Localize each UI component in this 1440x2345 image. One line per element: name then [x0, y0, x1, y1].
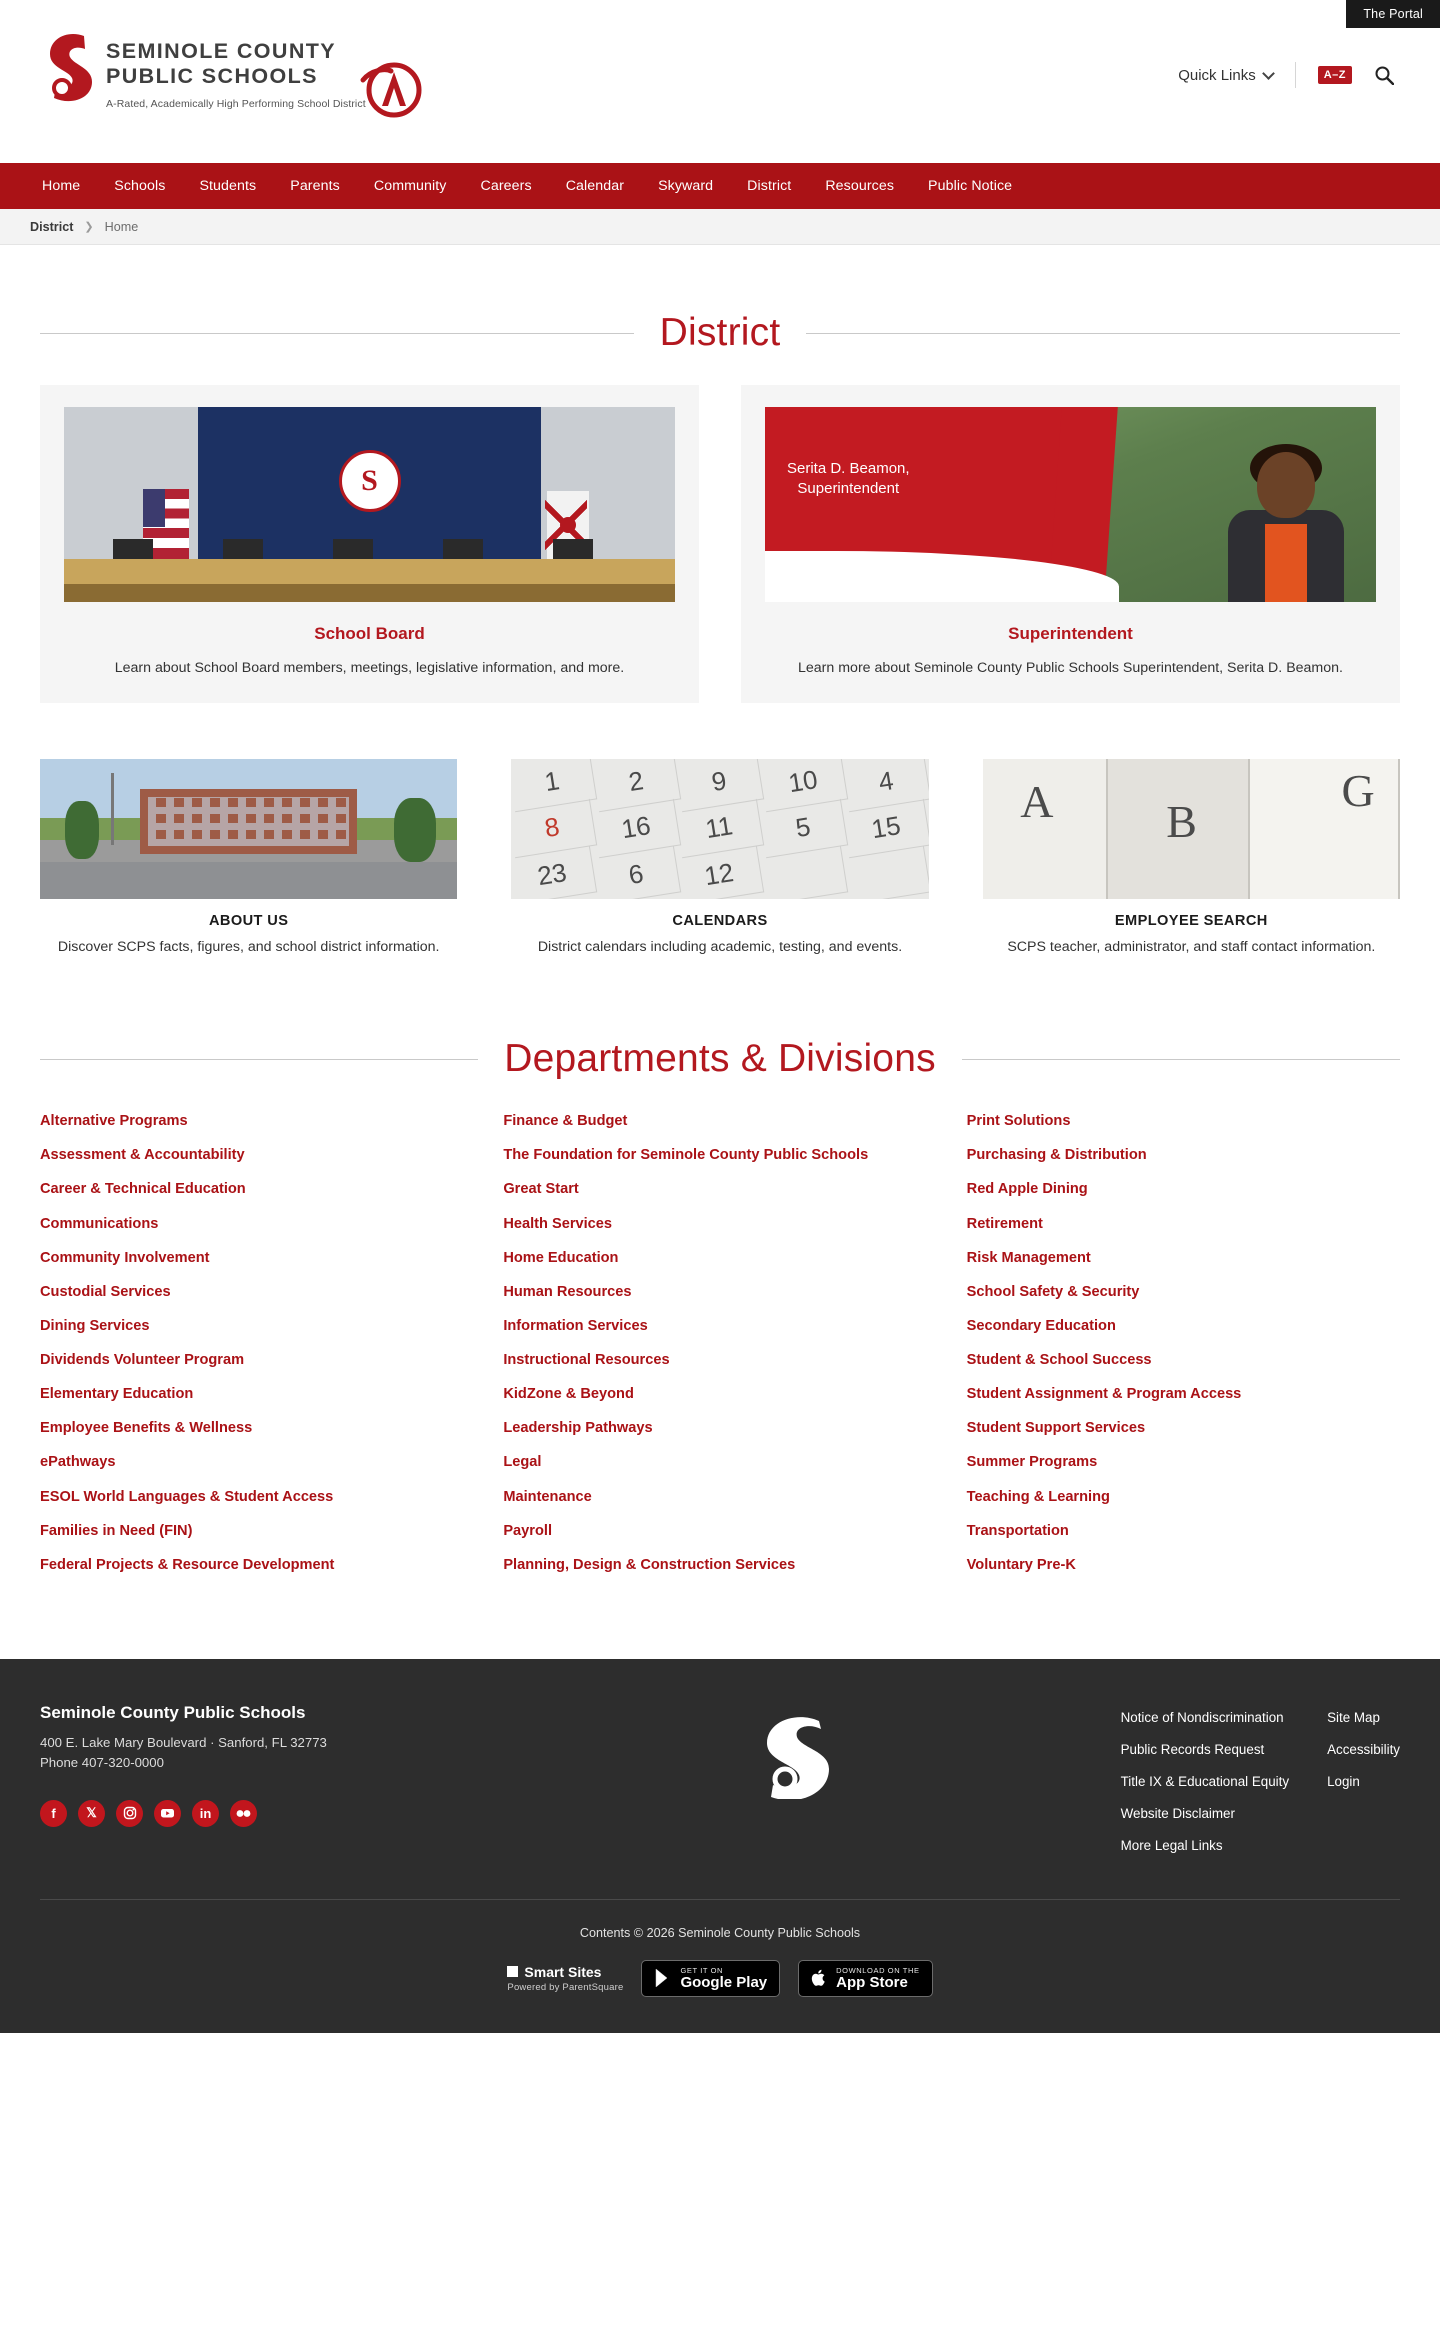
footer-link[interactable]: More Legal Links	[1120, 1837, 1223, 1853]
dept-link[interactable]: Payroll	[503, 1522, 552, 1539]
dept-link[interactable]: Health Services	[503, 1215, 613, 1232]
footer-link[interactable]: Notice of Nondiscrimination	[1120, 1709, 1284, 1725]
footer-org-name: Seminole County Public Schools	[40, 1702, 306, 1722]
feature-cards	[40, 385, 1400, 703]
dept-link[interactable]: Assessment & Accountability	[40, 1147, 245, 1164]
instagram-icon[interactable]	[116, 1800, 143, 1827]
dept-link[interactable]: ePathways	[40, 1454, 116, 1471]
file-letter-a: A	[1020, 776, 1054, 828]
smart-sites-sub: Powered by ParentSquare	[507, 1981, 624, 1993]
logo-line-2: PUBLIC SCHOOLS	[106, 64, 318, 89]
google-play-big: Google Play	[680, 1973, 768, 1991]
app-store-big: App Store	[836, 1973, 908, 1991]
card-desc-employee-search: SCPS teacher, administrator, and staff contact information.	[1007, 938, 1376, 955]
dept-link[interactable]: Home Education	[503, 1249, 619, 1266]
dept-rule-left	[40, 1059, 478, 1060]
nav-item-public-notice[interactable]: Public Notice	[928, 178, 1013, 194]
breadcrumb-district[interactable]: District	[30, 219, 74, 234]
google-play-button[interactable]	[641, 1960, 780, 1997]
dept-link[interactable]: Print Solutions	[966, 1113, 1071, 1130]
dept-link[interactable]: Elementary Education	[40, 1386, 194, 1403]
superintendent-name-overlay	[787, 459, 910, 500]
main-navigation	[0, 163, 1440, 209]
calendar-grid-illustration: 1 2 9 10 4 8 16 11 5 15 23 6 12	[511, 759, 928, 899]
dept-link[interactable]: Risk Management	[966, 1249, 1091, 1266]
google-play-small: GET IT ON	[680, 1965, 724, 1975]
quick-link-cards	[40, 759, 1400, 958]
google-play-icon	[654, 1968, 672, 1988]
dept-link[interactable]: Student & School Success	[966, 1352, 1152, 1369]
dept-link[interactable]: Finance & Budget	[503, 1113, 628, 1130]
dept-link[interactable]: Communications	[40, 1215, 159, 1232]
card-employee-search[interactable]	[983, 759, 1400, 958]
nav-item-resources[interactable]: Resources	[825, 178, 895, 194]
card-desc-about-us: Discover SCPS facts, figures, and school district information.	[57, 938, 440, 955]
departments-column-3	[967, 1111, 1400, 1589]
card-superintendent[interactable]	[741, 385, 1400, 703]
card-desc-school-board: Learn about School Board members, meetings, legislative information, and more.	[114, 660, 625, 676]
dept-link[interactable]: Alternative Programs	[40, 1113, 188, 1130]
dept-link[interactable]: Community Involvement	[40, 1249, 210, 1266]
departments-columns	[40, 1111, 1400, 1589]
heading-rule-right	[806, 333, 1400, 334]
card-title-calendars: CALENDARS	[672, 912, 768, 929]
board-room-illustration	[64, 407, 675, 602]
smart-sites-badge[interactable]	[507, 1964, 623, 1993]
dept-link[interactable]: Dividends Volunteer Program	[40, 1352, 245, 1369]
employee-search-image	[983, 759, 1400, 899]
calendars-image	[511, 759, 928, 899]
nav-item-careers[interactable]: Careers	[480, 178, 532, 194]
page-title: District	[659, 311, 781, 354]
superintendent-role: Superintendent	[797, 480, 900, 498]
superintendent-portrait	[765, 407, 1376, 602]
dept-link[interactable]: Human Resources	[503, 1283, 632, 1300]
file-letter-g: G	[1341, 765, 1375, 817]
breadcrumb-current: Home	[104, 219, 139, 234]
heading-rule-left	[40, 333, 634, 334]
footer-link[interactable]: Site Map	[1327, 1709, 1380, 1725]
about-us-image	[40, 759, 457, 899]
dept-link[interactable]: Information Services	[503, 1317, 648, 1334]
dept-link[interactable]: Teaching & Learning	[966, 1488, 1110, 1505]
chevron-down-icon	[1262, 67, 1275, 80]
dept-link[interactable]: Custodial Services	[40, 1283, 171, 1300]
footer-logo	[470, 1703, 1121, 1869]
footer-link[interactable]: Public Records Request	[1120, 1741, 1265, 1757]
footer-links	[1121, 1703, 1400, 1869]
nav-item-skyward[interactable]: Skyward	[658, 178, 714, 194]
card-desc-superintendent: Learn more about Seminole County Public Schools Superintendent, Serita D. Beamon.	[798, 660, 1343, 676]
a-to-z-index-button[interactable]	[1318, 66, 1352, 84]
linkedin-icon[interactable]: in	[192, 1800, 219, 1827]
card-school-board[interactable]	[40, 385, 699, 703]
header-utilities	[1178, 62, 1394, 88]
dept-link[interactable]: Voluntary Pre-K	[966, 1556, 1076, 1573]
smart-sites-icon	[507, 1966, 518, 1977]
card-title-school-board: School Board	[314, 624, 425, 643]
youtube-icon[interactable]	[154, 1800, 181, 1827]
site-logo[interactable]	[42, 28, 366, 110]
person-photo	[1226, 452, 1346, 602]
departments-heading-row	[40, 1037, 1400, 1081]
logo-line-1: SEMINOLE COUNTY	[106, 39, 337, 63]
footer-links-col-1	[1121, 1709, 1289, 1869]
scps-footer-logo-icon	[749, 1707, 841, 1799]
footer-link[interactable]: Login	[1327, 1773, 1360, 1789]
az-label: A–Z	[1323, 69, 1346, 81]
dept-link[interactable]: Student Assignment & Program Access	[966, 1386, 1242, 1403]
apple-icon	[811, 1968, 828, 1988]
chevron-right-icon: ❯	[84, 221, 94, 233]
district-seal-icon	[339, 450, 401, 512]
card-title-employee-search: EMPLOYEE SEARCH	[1114, 912, 1268, 929]
footer-link[interactable]: Website Disclaimer	[1120, 1805, 1235, 1821]
dept-link[interactable]: Great Start	[503, 1181, 579, 1198]
logo-wordmark	[106, 28, 366, 110]
dept-link[interactable]: Families in Need (FIN)	[40, 1522, 193, 1539]
dept-link[interactable]: Secondary Education	[966, 1317, 1116, 1334]
dept-link[interactable]: ESOL World Languages & Student Access	[40, 1488, 334, 1505]
superintendent-image	[765, 407, 1376, 602]
nav-item-home[interactable]: Home	[42, 178, 81, 194]
dept-link[interactable]: Transportation	[966, 1522, 1069, 1539]
card-title-about-us: ABOUT US	[208, 912, 289, 929]
footer-copyright: Contents © 2026 Seminole County Public Schools	[579, 1925, 861, 1940]
dept-link[interactable]: Student Support Services	[966, 1420, 1146, 1437]
dept-link[interactable]: Instructional Resources	[503, 1352, 670, 1369]
dept-link[interactable]: Dining Services	[40, 1317, 150, 1334]
departments-title: Departments & Divisions	[504, 1037, 936, 1081]
a-rated-badge-icon	[357, 62, 431, 123]
smart-sites-title: Smart Sites	[524, 1963, 602, 1980]
card-title-superintendent: Superintendent	[1008, 624, 1133, 643]
logo-tagline: A-Rated, Academically High Performing School District	[106, 97, 366, 110]
footer-phone: Phone 407-320-0000	[40, 1754, 164, 1770]
app-store-button[interactable]	[798, 1960, 932, 1997]
district-heading-row	[40, 311, 1400, 355]
nav-item-schools[interactable]: Schools	[114, 178, 166, 194]
scps-s-logo-icon	[42, 28, 98, 106]
footer-top	[40, 1703, 1400, 1899]
dept-link[interactable]: Legal	[503, 1454, 542, 1471]
social-links	[40, 1800, 470, 1827]
dept-link[interactable]: Employee Benefits & Wellness	[40, 1420, 253, 1437]
footer-links-col-2	[1327, 1709, 1400, 1869]
dept-link[interactable]: Leadership Pathways	[503, 1420, 653, 1437]
dept-link[interactable]: KidZone & Beyond	[503, 1386, 634, 1403]
nav-item-students[interactable]: Students	[199, 178, 257, 194]
site-header	[0, 0, 1440, 163]
departments-column-2	[503, 1111, 936, 1589]
card-calendars[interactable]	[511, 759, 928, 958]
dept-link[interactable]: Summer Programs	[966, 1454, 1098, 1471]
departments-column-1	[40, 1111, 473, 1589]
footer-contact	[40, 1703, 470, 1869]
dept-link[interactable]: Retirement	[966, 1215, 1043, 1232]
nav-item-community[interactable]: Community	[373, 178, 447, 194]
dept-link[interactable]: Career & Technical Education	[40, 1181, 246, 1198]
breadcrumb	[0, 209, 1440, 245]
flickr-icon[interactable]	[230, 1800, 257, 1827]
superintendent-name: Serita D. Beamon,	[787, 460, 910, 477]
dept-link[interactable]: Federal Projects & Resource Development	[40, 1556, 335, 1573]
dept-link[interactable]: Purchasing & Distribution	[966, 1147, 1147, 1164]
nav-item-calendar[interactable]: Calendar	[565, 178, 625, 194]
facebook-icon[interactable]: f	[40, 1800, 67, 1827]
footer-link[interactable]: Title IX & Educational Equity	[1120, 1773, 1290, 1789]
nav-item-district[interactable]: District	[747, 178, 792, 194]
x-twitter-icon[interactable]: 𝕏	[78, 1800, 105, 1827]
portal-tab[interactable]: The Portal	[1346, 0, 1440, 28]
quick-links-dropdown[interactable]	[1178, 67, 1273, 84]
footer-address: 400 E. Lake Mary Boulevard · Sanford, FL 32773	[40, 1734, 327, 1750]
dept-link[interactable]: School Safety & Security	[966, 1283, 1140, 1300]
footer-link[interactable]: Accessibility	[1327, 1741, 1400, 1757]
dept-link[interactable]: Red Apple Dining	[966, 1181, 1088, 1198]
file-letter-b: B	[1166, 795, 1197, 847]
search-icon[interactable]	[1374, 65, 1394, 85]
dept-link[interactable]: Maintenance	[503, 1488, 592, 1505]
card-about-us[interactable]	[40, 759, 457, 958]
site-footer	[0, 1659, 1440, 2033]
school-board-image	[64, 407, 675, 602]
nav-item-parents[interactable]: Parents	[290, 178, 340, 194]
card-desc-calendars: District calendars including academic, testing, and events.	[537, 938, 903, 955]
dept-rule-right	[962, 1059, 1400, 1060]
main-content	[0, 311, 1440, 1589]
footer-badges	[40, 1960, 1400, 2033]
header-divider	[1295, 62, 1296, 88]
dept-link[interactable]: The Foundation for Seminole County Public Schools	[503, 1147, 869, 1164]
dept-link[interactable]: Planning, Design & Construction Services	[503, 1556, 796, 1573]
quick-links-label: Quick Links	[1178, 66, 1256, 84]
app-store-small: DOWNLOAD ON THE	[836, 1965, 920, 1975]
